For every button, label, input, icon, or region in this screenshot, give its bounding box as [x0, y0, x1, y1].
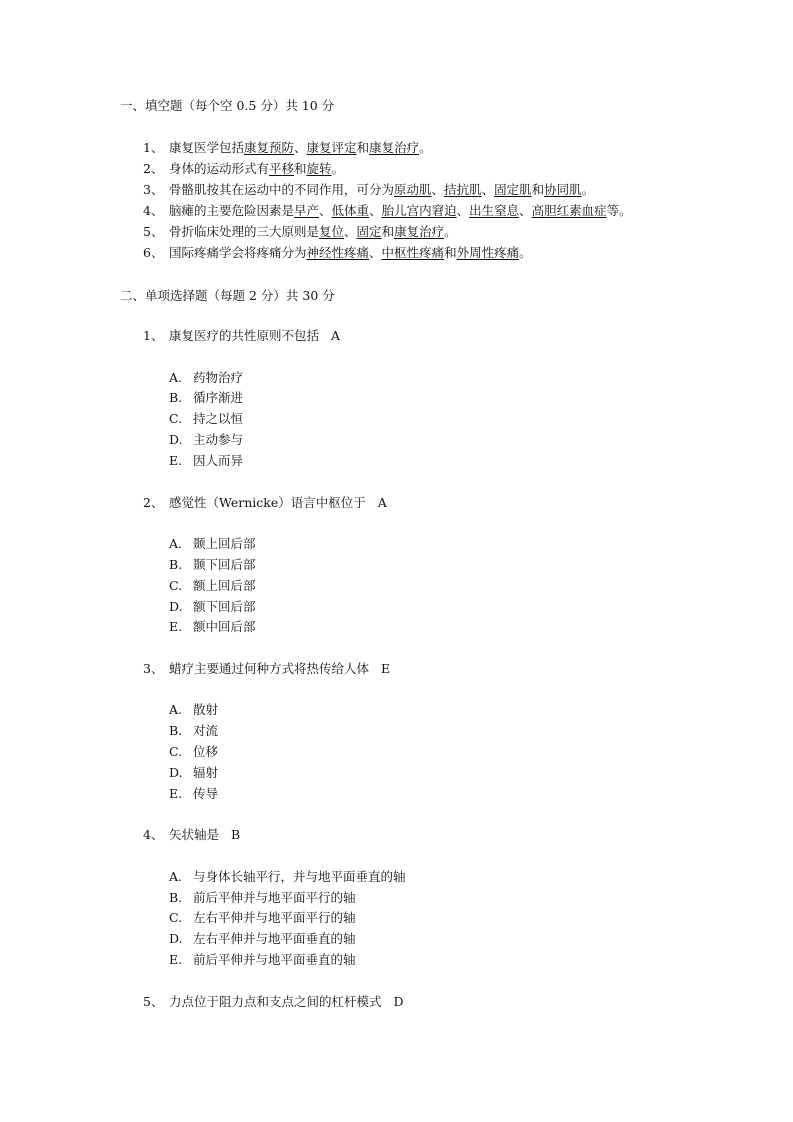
blank-answer: 旋转 [306, 161, 332, 176]
fill-item-1 [143, 140, 432, 156]
item-text: 骨骼肌按其在运动中的不同作用，可分为 [169, 182, 395, 197]
option-letter: C. [169, 744, 183, 759]
blank-answer: 复位 [319, 224, 345, 239]
question-2 [143, 495, 387, 511]
option-4e [169, 952, 356, 968]
option-letter: C. [169, 411, 183, 426]
option-letter: D. [169, 432, 183, 447]
option-1b [169, 390, 243, 406]
blank-answer: 固定 [356, 224, 382, 239]
question-text: 蜡疗主要通过何种方式将热传给人体 [169, 661, 370, 676]
item-text: 。 [419, 140, 432, 155]
option-letter: B. [169, 390, 183, 405]
question-number: 1、 [143, 328, 164, 343]
option-text: 左右平伸并与地平面平行的轴 [193, 910, 356, 925]
option-1c [169, 411, 243, 427]
item-text: 。 [581, 182, 595, 197]
option-text: 主动参与 [193, 432, 244, 447]
question-answer: A [377, 495, 387, 510]
option-2c [169, 578, 256, 594]
blank-answer: 拮抗肌 [444, 182, 482, 197]
option-text: 位移 [193, 744, 219, 759]
option-letter: C. [169, 578, 183, 593]
option-3b [169, 723, 218, 739]
blank-answer: 康复预防 [244, 140, 295, 155]
item-number: 1、 [143, 140, 164, 155]
option-letter: E. [169, 786, 183, 801]
option-letter: E. [169, 619, 183, 634]
option-2d [169, 599, 256, 615]
option-letter: D. [169, 765, 183, 780]
question-number: 5、 [143, 994, 164, 1009]
item-text: 和 [444, 245, 457, 260]
question-text: 康复医疗的共性原则不包括 [169, 328, 320, 343]
question-4 [143, 827, 240, 843]
option-3c [169, 744, 218, 760]
item-text: 、 [456, 203, 470, 218]
question-text: 感觉性（Wernicke）语言中枢位于 [169, 495, 366, 510]
blank-answer: 高胆红素血症 [531, 203, 607, 218]
option-letter: B. [169, 557, 183, 572]
item-text: 国际疼痛学会将疼痛分为 [169, 245, 307, 260]
item-text: 。 [331, 161, 345, 176]
option-2e [169, 619, 256, 635]
blank-answer: 康复治疗 [369, 140, 420, 155]
question-answer: E [381, 661, 391, 676]
option-text: 辐射 [193, 765, 219, 780]
item-text: 康复医学包括 [169, 140, 245, 155]
option-letter: D. [169, 931, 183, 946]
section2-title: 二、单项选择题（每题 2 分）共 30 分 [120, 288, 335, 303]
option-4d [169, 931, 356, 947]
option-1d [169, 432, 243, 448]
item-text: 。 [444, 224, 457, 239]
option-text: 左右平伸并与地平面垂直的轴 [193, 931, 356, 946]
option-text: 颞下回后部 [193, 557, 256, 572]
item-text: 和 [381, 224, 395, 239]
blank-answer: 原动肌 [394, 182, 432, 197]
item-text: 身体的运动形式有 [169, 161, 270, 176]
option-1e [169, 453, 243, 469]
blank-answer: 早产 [294, 203, 320, 218]
option-2b [169, 557, 256, 573]
option-text: 与身体长轴平行，并与地平面垂直的轴 [193, 869, 406, 884]
option-2a [169, 536, 256, 552]
option-text: 持之以恒 [193, 411, 244, 426]
item-text: 脑瘫的主要危险因素是 [169, 203, 295, 218]
option-text: 药物治疗 [193, 370, 244, 385]
option-text: 额中回后部 [193, 619, 256, 634]
option-text: 前后平伸并与地平面垂直的轴 [193, 952, 356, 967]
item-text: 。 [519, 245, 532, 260]
item-text: 骨折临床处理的三大原则是 [169, 224, 320, 239]
section1-title: 一、填空题（每个空 0.5 分）共 10 分 [120, 98, 335, 113]
fill-item-2 [143, 161, 344, 177]
option-letter: A. [169, 869, 183, 884]
item-text: 、 [344, 224, 357, 239]
option-4b [169, 890, 356, 906]
item-text: 、 [319, 203, 332, 218]
item-number: 2、 [143, 161, 164, 176]
blank-answer: 康复治疗 [394, 224, 445, 239]
option-letter: A. [169, 370, 183, 385]
question-5 [143, 994, 404, 1010]
item-text: 和 [294, 161, 307, 176]
item-text: 、 [519, 203, 532, 218]
blank-answer: 低体重 [331, 203, 370, 218]
blank-answer: 神经性疼痛 [306, 245, 370, 260]
option-letter: B. [169, 723, 183, 738]
question-1 [143, 328, 340, 344]
question-answer: B [231, 827, 241, 842]
question-answer: D [393, 994, 404, 1009]
blank-answer: 胎儿宫内窘迫 [381, 203, 457, 218]
question-text: 力点位于阻力点和支点之间的杠杆模式 [169, 994, 382, 1009]
blank-answer: 出生窒息 [469, 203, 520, 218]
blank-answer: 固定肌 [494, 182, 532, 197]
item-text: 、 [369, 245, 382, 260]
question-number: 2、 [143, 495, 164, 510]
option-3a [169, 702, 218, 718]
option-text: 额下回后部 [193, 599, 256, 614]
question-text: 矢状轴是 [169, 827, 220, 842]
option-text: 传导 [193, 786, 219, 801]
blank-answer: 中枢性疼痛 [381, 245, 445, 260]
blank-answer: 康复评定 [306, 140, 357, 155]
option-text: 额上回后部 [193, 578, 256, 593]
item-text: 、 [369, 203, 382, 218]
item-text: 等。 [606, 203, 632, 218]
option-letter: C. [169, 910, 183, 925]
item-text: 和 [356, 140, 370, 155]
option-1a [169, 370, 243, 386]
question-answer: A [331, 328, 341, 343]
option-letter: D. [169, 599, 183, 614]
item-number: 6、 [143, 245, 164, 260]
option-letter: B. [169, 890, 183, 905]
question-3 [143, 661, 390, 677]
option-letter: A. [169, 536, 183, 551]
option-3d [169, 765, 218, 781]
fill-item-6 [143, 245, 532, 261]
option-text: 前后平伸并与地平面平行的轴 [193, 890, 356, 905]
option-4a [169, 869, 406, 885]
blank-answer: 平移 [269, 161, 295, 176]
option-text: 循序渐进 [193, 390, 244, 405]
option-3e [169, 786, 218, 802]
option-4c [169, 910, 356, 926]
option-text: 颞上回后部 [193, 536, 256, 551]
question-number: 3、 [143, 661, 164, 676]
item-text: 和 [531, 182, 545, 197]
blank-answer: 协同肌 [544, 182, 582, 197]
option-letter: E. [169, 453, 183, 468]
item-text: 、 [431, 182, 445, 197]
option-text: 因人而异 [193, 453, 244, 468]
option-letter: A. [169, 702, 183, 717]
option-text: 散射 [193, 702, 219, 717]
option-text: 对流 [193, 723, 219, 738]
fill-item-4 [143, 203, 632, 219]
item-number: 5、 [143, 224, 164, 239]
fill-item-3 [143, 182, 594, 198]
question-number: 4、 [143, 827, 164, 842]
item-number: 3、 [143, 182, 164, 197]
item-number: 4、 [143, 203, 164, 218]
item-text: 、 [481, 182, 495, 197]
fill-item-5 [143, 224, 457, 240]
item-text: 、 [294, 140, 307, 155]
blank-answer: 外周性疼痛 [456, 245, 520, 260]
option-letter: E. [169, 952, 183, 967]
